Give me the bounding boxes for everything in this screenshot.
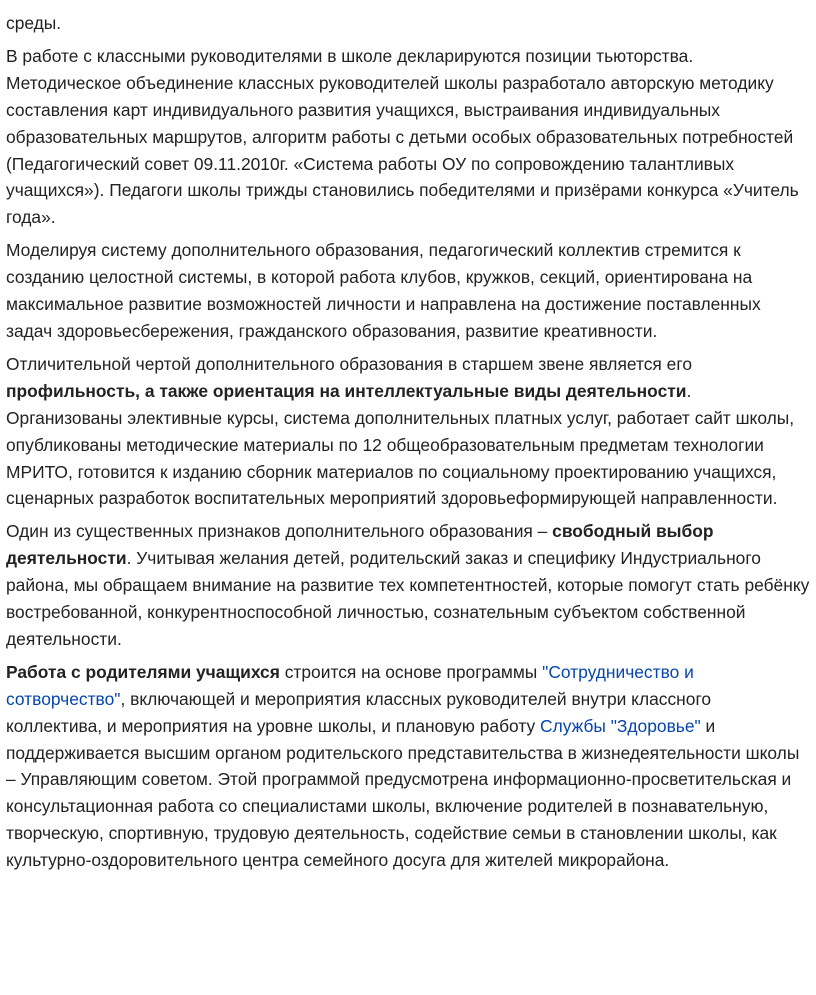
paragraph-additional-education (6, 237, 810, 345)
paragraph-text: , включающей и мероприятия классных руководителей внутри классного коллектива, и мероприятия на уровне школы, и плановую работу (6, 688, 712, 736)
paragraph-text: Один из существенных признаков дополнительного образования – (6, 521, 553, 542)
paragraph-text: . Организованы элективные курсы, система дополнительных платных услуг, работает сайт школы, опубликованы методические материалы по 12 общеобразовательным предметам технологии МРИТО, готовится к изданию сборник материалов по социальному проектированию учащихся, сценарных разработок воспитательных мероприятий здоровьеформирующей направленности. (6, 380, 795, 509)
paragraph-free-choice (6, 518, 810, 653)
paragraph-profile-orientation (6, 351, 810, 512)
paragraph-text: В работе с классными руководителями в школе декларируются позиции тьюторства. Методическое объединение классных руководителей школы разработало авторскую методику составления карт индивидуального развития учащихся, выстраивания индивидуальных образовательных маршрутов, алгоритм работы с детьми особых образовательных потребностей (Педагогический совет 09.11.2010г. «Система работы ОУ по сопровождению талантливых учащихся»). Педагоги школы трижды становились победителями и призёрами конкурса «Учитель года». (6, 45, 799, 228)
paragraph-text: Моделируя систему дополнительного образования, педагогический коллектив стремится к созданию целостной системы, в которой работа клубов, кружков, секций, ориентирована на максимальное развитие возможностей личности и направлена на достижение поставленных задач здоровьесбережения, гражданского образования, развитие креативности. (6, 240, 761, 341)
document-body (6, 0, 810, 880)
paragraph-text: и поддерживается высшим органом родительского представительства в жизнедеятельности школы – Управляющим советом. Этой программой предусмотрена информационно-просветительская и консультационная работа со специалистами школы, включение родителей в познавательную, творческую, спортивную, трудовую деятельность, содействие семьи в становлении школы, как культурно-оздоровительного центра семейного досуга для жителей микрорайона. (6, 715, 800, 871)
cooperation-program-link[interactable]: "Сотрудничество и сотворчество" (6, 661, 694, 709)
paragraph-text: среды. (6, 13, 62, 33)
paragraph-text: . Учитывая желания детей, родительский заказ и специфику Индустриального района, мы обращаем внимание на развитие тех компетентностей, которые помогут стать ребёнку востребованной, конкурентноспособной личностью, сознательным субъектом собственной деятельности. (6, 548, 810, 649)
paragraph-continuation (6, 10, 810, 37)
paragraph-tutoring (6, 43, 810, 231)
paragraph-text: Отличительной чертой дополнительного образования в старшем звене является его (6, 353, 692, 374)
paragraph-parents-work (6, 659, 810, 874)
emphasis-text: профильность, а также ориентация на интеллектуальные виды деятельности (6, 380, 687, 401)
emphasis-text: Работа с родителями учащихся (6, 661, 280, 682)
paragraph-text: строится на основе программы (279, 661, 543, 682)
health-service-link[interactable]: Службы "Здоровье" (540, 715, 701, 736)
emphasis-text: свободный выбор деятельности (6, 521, 714, 569)
